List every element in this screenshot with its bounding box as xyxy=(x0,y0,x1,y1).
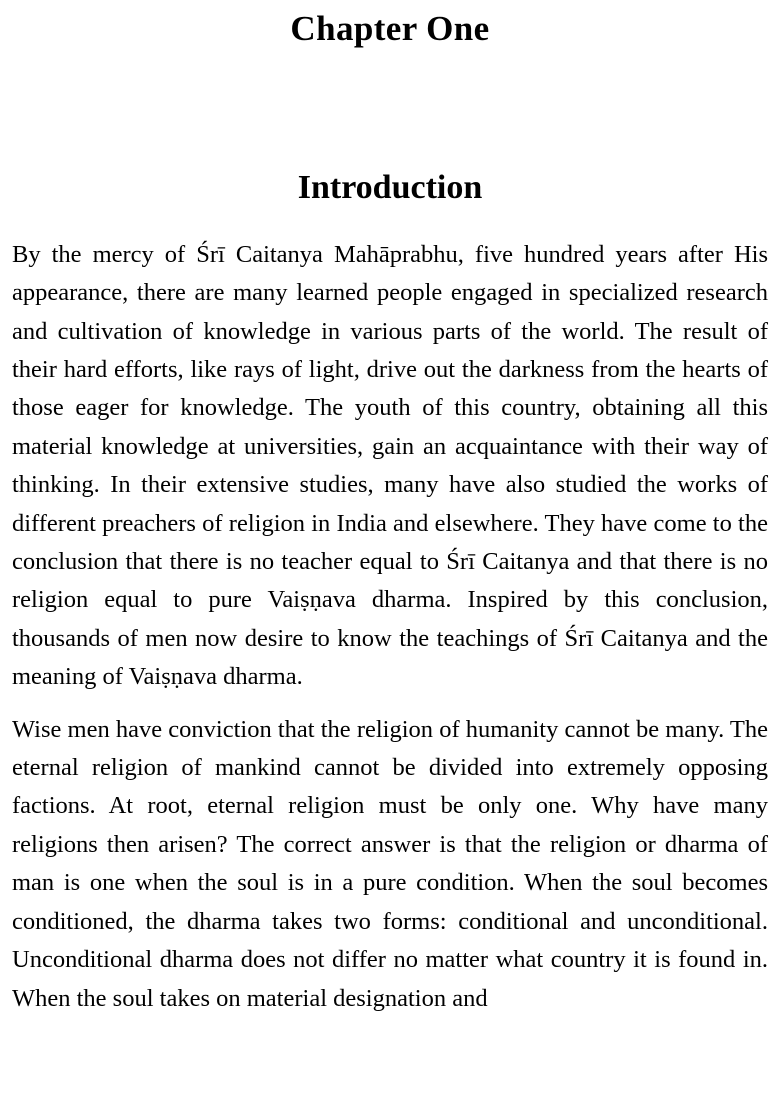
body-paragraph: By the mercy of Śrī Caitanya Mahāprabhu, five hundred years after His appearance, there are many learned people engaged in specialized research and cultivation of knowledge in various parts of the world. The result of their hard efforts, like rays of light, drive out the darkness from the hearts of those eager for knowledge. The youth of this country, obtaining all this material knowledge at universities, gain an acquaintance with their way of thinking. In their extensive studies, many have also studied the works of different preachers of religion in India and elsewhere. They have come to the conclusion that there is no teacher equal to Śrī Caitanya and that there is no religion equal to pure Vaiṣṇava dharma. Inspired by this conclusion, thousands of men now desire to know the teachings of Śrī Caitanya and the meaning of Vaiṣṇava dharma. xyxy=(12,240,768,691)
section-title: Introduction xyxy=(297,169,483,206)
chapter-title: Chapter One xyxy=(290,9,490,48)
document-page xyxy=(0,4,780,1112)
body-paragraph: Wise men have conviction that the religion of humanity cannot be many. The eternal religion of mankind cannot be divided into extremely opposing factions. At root, eternal religion must be only one. Why have many religions then arisen? The correct answer is that the religion or dharma of man is one when the soul is in a pure condition. When the soul becomes conditioned, the dharma takes two forms: conditional and unconditional. Unconditional dharma does not differ no matter what country it is found in. When the soul takes on material designation and xyxy=(12,715,768,1012)
